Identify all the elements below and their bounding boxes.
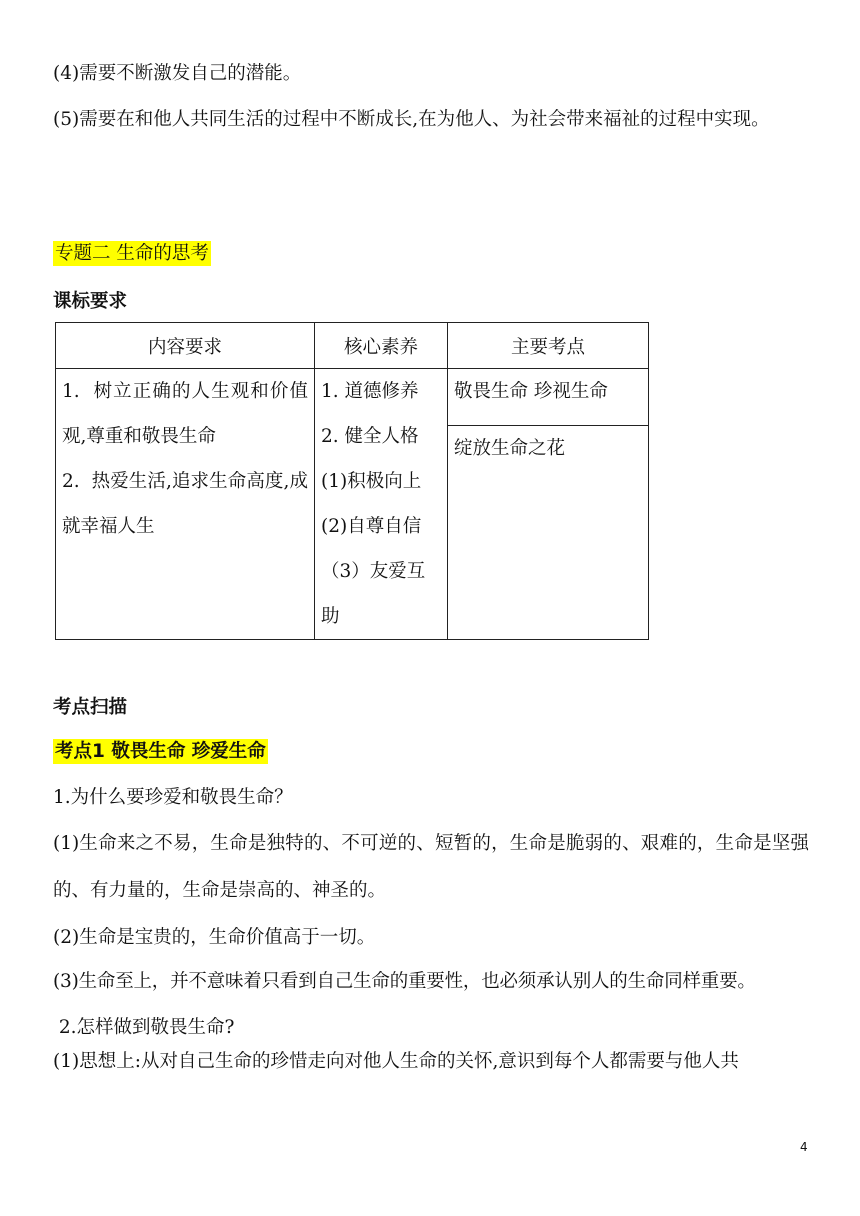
core-literacy-item: 1. 道德修养	[321, 381, 419, 402]
paragraph-line: (3)生命至上，并不意味着只看到自己生命的重要性，也必须承认别人的生命同样重要。	[53, 971, 756, 992]
table-row	[56, 369, 649, 426]
scan-title: 考点扫描	[53, 697, 128, 718]
core-literacy-cell	[315, 369, 448, 640]
paragraph: (5)需要在和他人共同生活的过程中不断成长,在为他人、为社会带来福祉的过程中实现。	[53, 109, 770, 130]
key-point-cell: 敬畏生命 珍视生命	[448, 369, 649, 426]
content-requirements-text: 1. 树立正确的人生观和价值观,尊重和敬畏生命 2. 热爱生活,追求生命高度,成就幸福人生	[62, 381, 308, 537]
core-literacy-item: (2)自尊自信	[321, 516, 422, 537]
topic-title-text: 专题二 生命的思考	[55, 243, 209, 264]
point1-title	[53, 740, 268, 764]
standards-table	[55, 322, 649, 640]
key-point-cell: 绽放生命之花	[448, 426, 649, 640]
paragraph-line: (2)生命是宝贵的，生命价值高于一切。	[53, 927, 376, 948]
point1-title-text: 考点1 敬畏生命 珍爱生命	[55, 741, 266, 762]
core-literacy-item: 2. 健全人格	[321, 426, 419, 447]
paragraph: (1)思想上:从对自己生命的珍惜走向对他人生命的关怀,意识到每个人都需要与他人共	[53, 1051, 739, 1072]
page-number: 4	[800, 1140, 808, 1154]
table-header-cell: 内容要求	[56, 323, 315, 369]
table-header-cell: 主要考点	[448, 323, 649, 369]
paragraph-line: 2.怎样做到敬畏生命?	[53, 1017, 235, 1038]
paragraph-line: 1.为什么要珍爱和敬畏生命？	[53, 787, 293, 808]
paragraph: (1)生命来之不易，生命是独特的、不可逆的、短暂的，生命是脆弱的、艰难的，生命是坚强的、有力量的，生命是崇高的、神圣的。	[53, 833, 809, 901]
table-header-cell: 核心素养	[315, 323, 448, 369]
table-header-row	[56, 323, 649, 369]
content-requirements-cell	[56, 369, 315, 640]
core-literacy-item: （3）友爱互助	[321, 561, 426, 627]
paragraph-line: (4)需要不断激发自己的潜能。	[53, 63, 302, 84]
standards-title: 课标要求	[53, 291, 128, 312]
topic-title	[53, 242, 211, 266]
core-literacy-item: (1)积极向上	[321, 471, 422, 492]
